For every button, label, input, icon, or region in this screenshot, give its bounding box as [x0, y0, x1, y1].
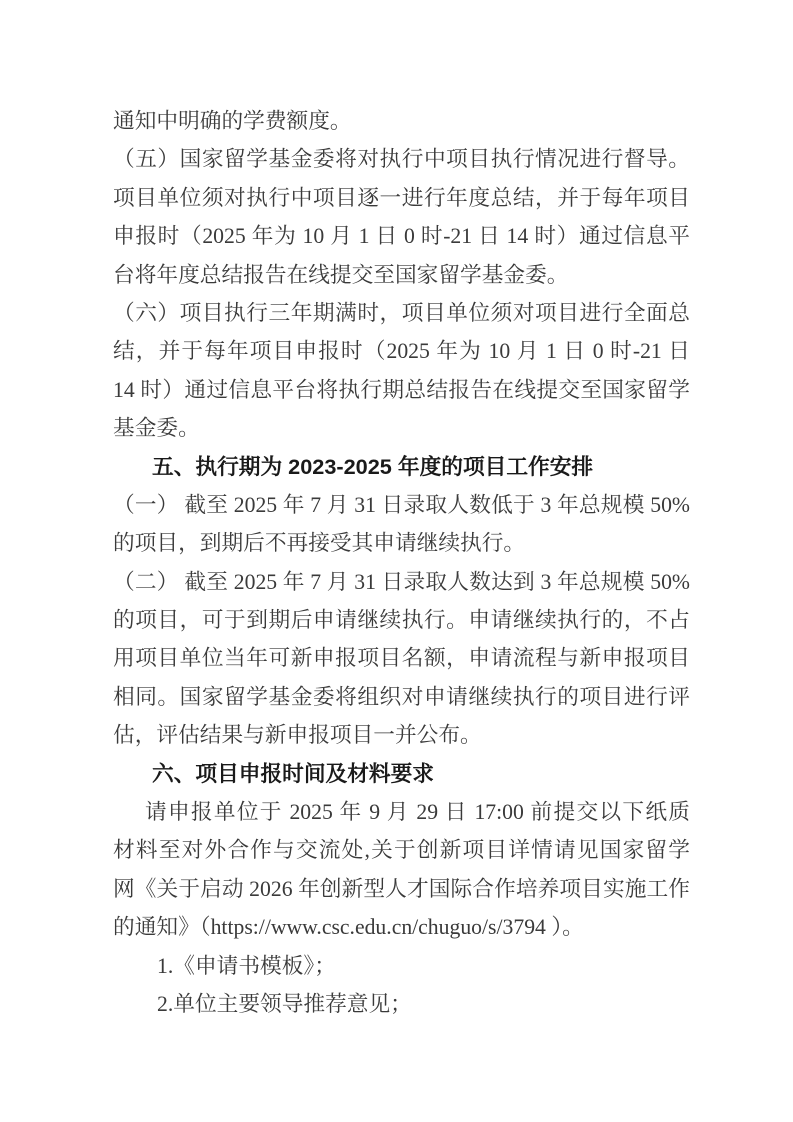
text-line: （二） 截至 2025 年 7 月 31 日录取人数达到 3 年总规模 50%: [113, 569, 690, 594]
text-line: 申报时（2025 年为 10 月 1 日 0 时-21 日 14 时）通过信息平: [113, 224, 690, 249]
text-line: 项目单位须对执行中项目逐一进行年度总结，并于每年项目: [113, 185, 690, 210]
section-heading: 五、执行期为 2023-2025 年度的项目工作安排: [152, 453, 594, 479]
text-line: 2.单位主要领导推荐意见；: [157, 991, 412, 1016]
section-heading: 六、项目申报时间及材料要求: [152, 760, 434, 786]
text-line: 用项目单位当年可新申报项目名额，申请流程与新申报项目: [113, 646, 690, 671]
text-line: 1.《申请书模板》；: [157, 953, 336, 978]
text-line: （六）项目执行三年期满时，项目单位须对项目进行全面总: [113, 300, 690, 325]
text-line: （一） 截至 2025 年 7 月 31 日录取人数低于 3 年总规模 50%: [113, 492, 690, 517]
document-body: [113, 102, 690, 1023]
text-line: 网《关于启动 2026 年创新型人才国际合作培养项目实施工作: [113, 876, 690, 901]
text-line: 14 时）通过信息平台将执行期总结报告在线提交至国家留学: [113, 377, 690, 402]
text-line: 结，并于每年项目申报时（2025 年为 10 月 1 日 0 时-21 日: [113, 339, 690, 364]
text-line: 的项目，可于到期后申请继续执行。申请继续执行的，不占: [113, 608, 690, 633]
text-line: 相同。国家留学基金委将组织对申请继续执行的项目进行评: [113, 684, 690, 709]
text-line: 通知中明确的学费额度。: [113, 109, 352, 133]
text-line: 基金委。: [113, 416, 200, 441]
text-line: 的通知》（https://www.csc.edu.cn/chuguo/s/3794 ）。: [113, 915, 584, 940]
text-line: 的项目，到期后不再接受其申请继续执行。: [113, 531, 526, 556]
text-line: 估，评估结果与新申报项目一并公布。: [113, 723, 482, 748]
text-line: （五）国家留学基金委将对执行中项目执行情况进行督导。: [113, 147, 690, 172]
text-line: 请申报单位于 2025 年 9 月 29 日 17:00 前提交以下纸质: [145, 800, 690, 825]
text-line: 台将年度总结报告在线提交至国家留学基金委。: [113, 262, 569, 287]
text-line: 材料至对外合作与交流处,关于创新项目详情请见国家留学: [113, 838, 690, 863]
